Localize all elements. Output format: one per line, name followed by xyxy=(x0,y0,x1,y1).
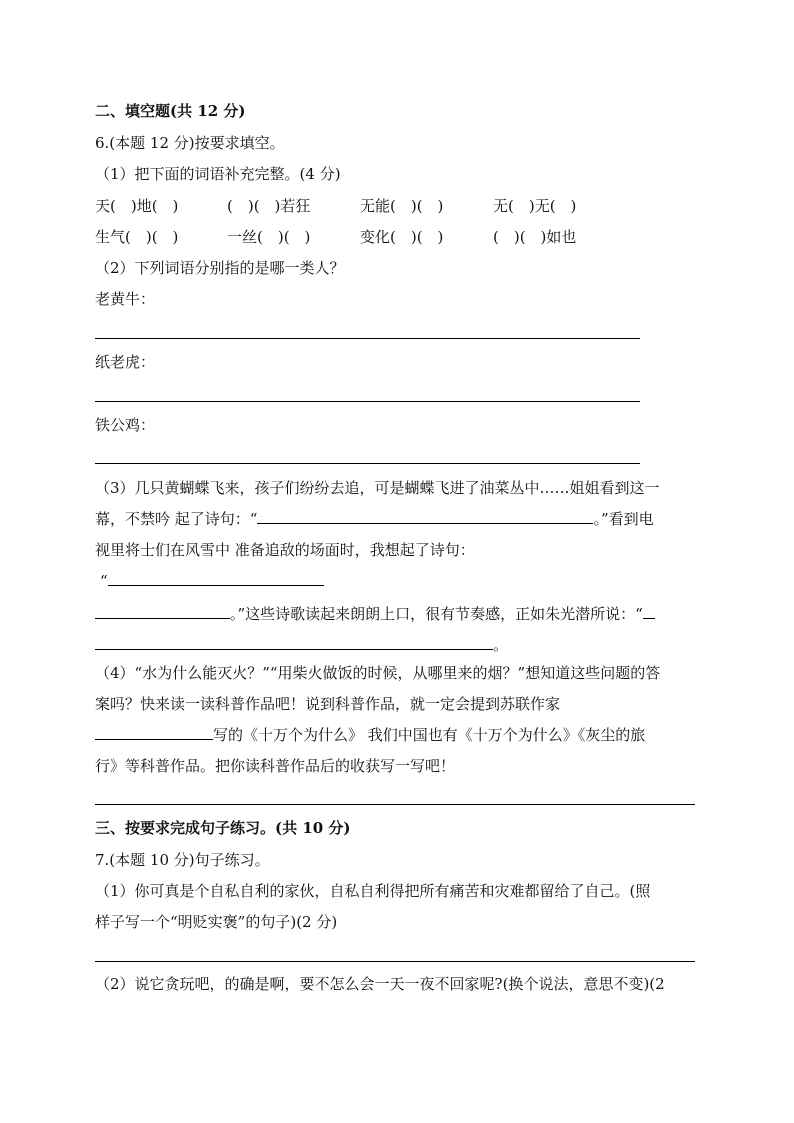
fill-blank[interactable] xyxy=(95,604,230,619)
answer-line xyxy=(95,804,695,805)
q6-part1-row2-item1: 生气( )( ) xyxy=(95,228,179,246)
q6-part1-row1-item1: 天( )地( ) xyxy=(95,197,179,215)
fill-blank[interactable] xyxy=(95,725,213,740)
q7-part1-line2: 样子写一个“明贬实褒”的句子)(2 分) xyxy=(95,913,338,931)
answer-line xyxy=(95,401,640,402)
q6-part2-prompt: （2）下列词语分别指的是哪一类人？ xyxy=(95,259,345,277)
q6-part1-row2-item3: 变化( )( ) xyxy=(360,228,444,246)
q6-part3-text: 。”看到电 xyxy=(593,510,654,528)
q6-part1-row2-item2: 一丝( )( ) xyxy=(227,228,311,246)
q6-part2-item-tiegongji: 铁公鸡： xyxy=(95,416,156,434)
fill-blank[interactable] xyxy=(108,571,324,586)
q6-part3-line6 xyxy=(95,635,508,655)
q6-part4-line4: 行》等科普作品。把你读科普作品后的收获写一写吧！ xyxy=(95,757,456,775)
fill-blank[interactable] xyxy=(95,635,493,650)
q6-part3-text: 。”这些诗歌读起来朗朗上口，很有节奏感，正如朱光潜所说：“ xyxy=(230,605,643,623)
section2-heading: 二、填空题(共 12 分) xyxy=(95,102,246,120)
q6-part2-item-zhilaohu: 纸老虎： xyxy=(95,353,156,371)
q6-part3-text: 。 xyxy=(493,636,509,654)
q6-part4-text: 写的《十万个为什么》 我们中国也有《十万个为什么》《灰尘的旅 xyxy=(213,726,646,744)
q6-part3-line5 xyxy=(95,604,655,624)
q6-part4-line3 xyxy=(95,725,645,745)
q7-part1-line1: （1）你可真是个自私自利的家伙，自私自利得把所有痛苦和灾难都留给了自己。(照 xyxy=(95,882,651,900)
answer-line xyxy=(95,961,695,962)
q6-part2-item-laohuangniu: 老黄牛： xyxy=(95,290,156,308)
q6-part3-line2 xyxy=(95,509,654,529)
q6-part3-line4 xyxy=(100,571,324,591)
q6-part1-row1-item2: ( )( )若狂 xyxy=(227,197,311,215)
q6-part4-line2: 案吗？快来读一读科普作品吧！说到科普作品，就一定会提到苏联作家 xyxy=(95,695,561,713)
q6-part4-line1: （4）“水为什么能灭火？”“用柴火做饭的时候，从哪里来的烟？”想知道这些问题的答 xyxy=(95,664,661,682)
q6-part1-row1-item3: 无能( )( ) xyxy=(360,197,444,215)
q6-part3-line3: 视里将士们在风雪中 准备追敌的场面时，我想起了诗句： xyxy=(95,541,475,559)
answer-line xyxy=(95,338,640,339)
q6-part1-row1-item4: 无( )无( ) xyxy=(493,197,577,215)
q7-part2-line1: （2）说它贪玩吧，的确是啊，要不怎么会一天一夜不回家呢?(换个说法，意思不变)(2 xyxy=(95,975,665,993)
answer-line xyxy=(95,463,640,464)
section3-heading: 三、按要求完成句子练习。(共 10 分) xyxy=(95,819,351,837)
q6-part3-text: “ xyxy=(100,572,108,590)
q6-part3-line1: （3）几只黄蝴蝶飞来，孩子们纷纷去追，可是蝴蝶飞进了油菜丛中……姐姐看到这一 xyxy=(95,479,660,497)
q7-stem: 7.(本题 10 分)句子练习。 xyxy=(95,851,270,869)
q6-part1-prompt: （1）把下面的词语补充完整。(4 分) xyxy=(95,165,341,183)
fill-blank[interactable] xyxy=(643,604,655,619)
fill-blank[interactable] xyxy=(257,509,593,524)
q6-stem: 6.(本题 12 分)按要求填空。 xyxy=(95,134,285,152)
q6-part1-row2-item4: ( )( )如也 xyxy=(493,228,577,246)
q6-part3-text: 幕，不禁吟 起了诗句：“ xyxy=(95,510,258,528)
